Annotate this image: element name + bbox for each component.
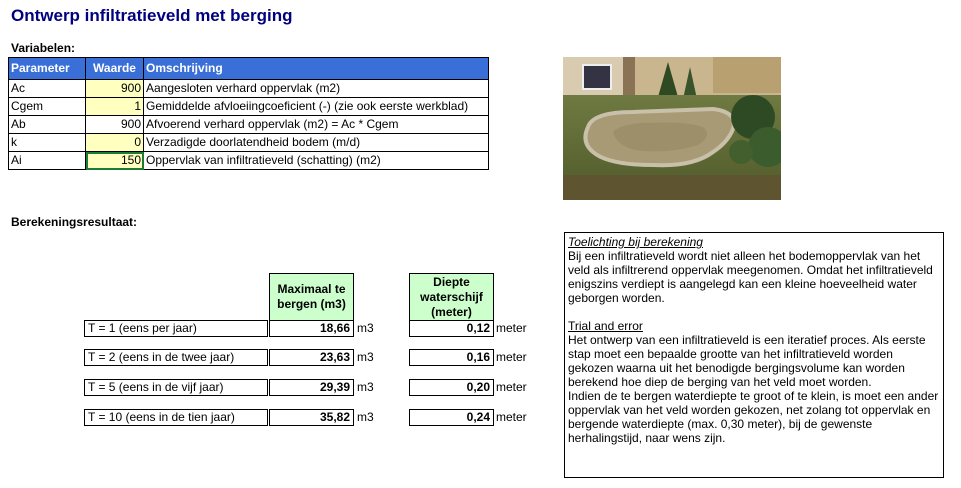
header-max-volume[interactable]: Maximaal te bergen (m3) [269, 273, 354, 321]
description-cell[interactable]: Aangesloten verhard oppervlak (m2) [144, 80, 489, 98]
volume-value[interactable]: 18,66 [269, 320, 354, 337]
depth-value[interactable]: 0,12 [409, 320, 494, 337]
table-row [9, 116, 489, 134]
description-cell[interactable]: Gemiddelde afvloeiingcoeficient (-) (zie ook eerste werkblad) [144, 98, 489, 116]
depth-unit: meter [496, 380, 527, 394]
volume-value[interactable]: 29,39 [269, 379, 354, 396]
param-cell[interactable]: Ai [9, 152, 86, 170]
depth-value[interactable]: 0,24 [409, 409, 494, 426]
column-header-parameter[interactable]: Parameter [9, 58, 86, 80]
column-header-waarde[interactable]: Waarde [86, 58, 144, 80]
table-row [9, 98, 489, 116]
volume-unit: m3 [357, 350, 374, 364]
description-cell[interactable]: Oppervlak van infiltratieveld (schatting) (m2) [144, 152, 489, 170]
value-input-cell[interactable]: 1 [86, 98, 144, 116]
value-input-cell-selected[interactable]: 150 [86, 152, 144, 170]
infiltration-field-photo [563, 57, 781, 200]
garden-photo-illustration [563, 57, 781, 200]
table-row [9, 152, 489, 170]
value-input-cell[interactable]: 0 [86, 134, 144, 152]
explanation-note[interactable] [564, 232, 944, 478]
return-period-label[interactable]: T = 10 (eens in de tien jaar) [84, 409, 268, 426]
return-period-label[interactable]: T = 2 (eens in de twee jaar) [84, 349, 268, 366]
variables-table [8, 57, 489, 170]
description-cell[interactable]: Verzadigde doorlatendheid bodem (m/d) [144, 134, 489, 152]
depth-unit: meter [496, 350, 527, 364]
depth-value[interactable]: 0,16 [409, 349, 494, 366]
volume-value[interactable]: 23,63 [269, 349, 354, 366]
table-row [9, 134, 489, 152]
volume-unit: m3 [357, 410, 374, 424]
header-water-depth[interactable]: Diepte waterschijf (meter) [409, 273, 494, 321]
depth-unit: meter [496, 410, 527, 424]
note-heading-explanation: Toelichting bij berekening [568, 235, 703, 249]
return-period-label[interactable]: T = 1 (eens per jaar) [84, 320, 268, 337]
variables-heading: Variabelen: [11, 41, 76, 55]
volume-value[interactable]: 35,82 [269, 409, 354, 426]
note-heading-trial: Trial and error [568, 319, 643, 333]
depth-unit: meter [496, 321, 527, 335]
description-cell[interactable]: Afvoerend verhard oppervlak (m2) = Ac * Cgem [144, 116, 489, 134]
depth-value[interactable]: 0,20 [409, 379, 494, 396]
param-cell[interactable]: Ac [9, 80, 86, 98]
return-period-label[interactable]: T = 5 (eens in de vijf jaar) [84, 379, 268, 396]
value-input-cell[interactable]: 900 [86, 80, 144, 98]
page-title: Ontwerp infiltratieveld met berging [11, 6, 293, 25]
column-header-omschrijving[interactable]: Omschrijving [144, 58, 489, 80]
variables-header-row [9, 58, 489, 80]
volume-unit: m3 [357, 321, 374, 335]
note-paragraph: Bij een infiltratieveld wordt niet alleen het bodemoppervlak van het veld als infiltrerend oppervlak meegenomen. Omdat het infiltratieveld enigszins verdiept is aangelegd kan een kleine hoeveelheid water geborgen worden. [568, 249, 933, 305]
param-cell[interactable]: Cgem [9, 98, 86, 116]
value-cell[interactable]: 900 [86, 116, 144, 134]
results-heading: Berekeningsresultaat: [11, 215, 138, 229]
volume-unit: m3 [357, 380, 374, 394]
note-paragraph: Het ontwerp van een infiltratieveld is een iteratief proces. Als eerste stap moet een bepaalde grootte van het infiltratieveld worden gekozen waarna uit het benodigde bergingsvolume kan worden berekend hoe diep de berging van het veld moet worden. [568, 333, 926, 389]
param-cell[interactable]: k [9, 134, 86, 152]
note-paragraph: Indien de te bergen waterdiepte te groot of te klein, is moet een ander oppervlak van het veld worden gekozen, net zolang tot oppervlak en bergende waterdiepte (max. 0,30 meter), bij de gewenste herhalingstijd, naar wens zijn. [568, 389, 939, 445]
param-cell[interactable]: Ab [9, 116, 86, 134]
table-row [9, 80, 489, 98]
note-spacer [568, 305, 940, 319]
